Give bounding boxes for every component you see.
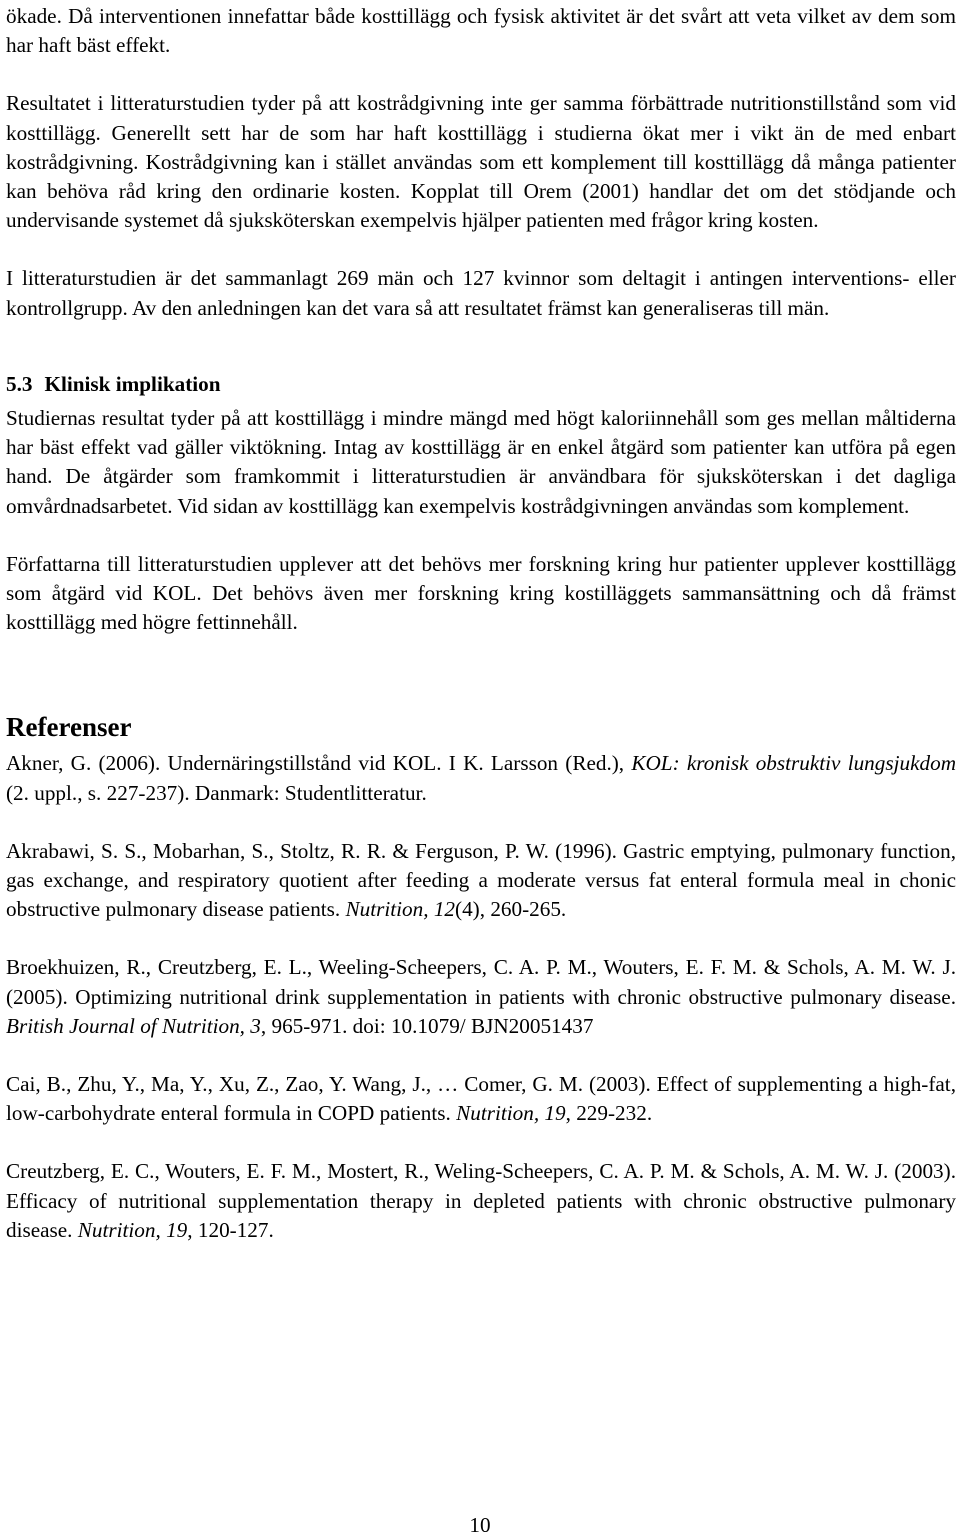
reference-source: British Journal of Nutrition, 3 — [6, 1013, 261, 1038]
section-title: Klinisk implikation — [44, 371, 221, 396]
document-page — [6, 0, 956, 1245]
reference-source: Nutrition, 12 — [345, 897, 456, 922]
reference-text: (2. uppl., s. 227-237). Danmark: Studentlitteratur. — [6, 780, 427, 805]
body-paragraph: Resultatet i litteraturstudien tyder på att kostrådgivning inte ger samma förbättrade nutritionstillstånd som vid kosttillägg. Generellt sett har de som har haft kosttillägg i studierna ökat mer i vikt än de med enbart kostrådgivning. Kostrådgivning kan i stället användas som ett komplement till kosttillägg då många patienter kan behöva råd kring den ordinarie kosten. Kopplat till Orem (2001) handlar det om det stödjande och undervisande systemet då sjuksköterskan exempelvis hjälper patienten med frågor kring kosten. — [6, 91, 956, 233]
reference-entry — [6, 1157, 956, 1245]
reference-entry — [6, 749, 956, 807]
references-heading: Referenser — [6, 712, 132, 743]
reference-text: , 965-971. doi: 10.1079/ BJN20051437 — [260, 1013, 594, 1038]
reference-text: , 120-127. — [187, 1217, 274, 1242]
reference-text: (4), 260-265. — [455, 897, 567, 922]
reference-entry — [6, 953, 956, 1041]
body-paragraph: I litteraturstudien är det sammanlagt 269 män och 127 kvinnor som deltagit i antingen interventions- eller kontrollgrupp. Av den anledningen kan det vara så att resultatet främst kan generaliseras till män. — [6, 266, 956, 320]
reference-text: Cai, B., Zhu, Y., Ma, Y., Xu, Z., Zao, Y. Wang, J., … Comer, G. M. (2003). Effect of supplementing a high-fat, low-carbohydrate enteral formula in COPD patients. — [6, 1072, 956, 1126]
reference-text: Akrabawi, S. S., Mobarhan, S., Stoltz, R. R. & Ferguson, P. W. (1996). Gastric emptying, pulmonary function, gas exchange, and respiratory quotient after feeding a moderate versus fat enteral formula meal in chonic obstructive pulmonary disease patients. — [6, 838, 956, 922]
reference-source: KOL: kronisk obstruktiv lungsjukdom — [631, 751, 956, 776]
reference-source: Nutrition, 19 — [456, 1101, 566, 1126]
section-paragraph: Författarna till litteraturstudien upplever att det behövs mer forskning kring hur patienter upplever kosttillägg som åtgärd vid KOL. Det behövs även mer forskning kring kostilläggets sammansättning och då främst kosttillägg med högre fettinnehåll. — [6, 551, 956, 635]
section-paragraph: Studiernas resultat tyder på att kosttillägg i mindre mängd med högt kaloriinnehåll som ges mellan måltiderna har bäst effekt vad gäller viktökning. Intag av kosttillägg är en enkel åtgärd som patienter kan utföra på egen hand. De åtgärder som framkommit i litteraturstudien är användbara för sjuksköterskan i det dagliga omvårdnadsarbetet. Vid sidan av kosttillägg kan exempelvis kostrådgivningen användas som komplement. — [6, 406, 956, 518]
reference-entry — [6, 837, 956, 925]
section-heading — [6, 370, 956, 399]
reference-entry — [6, 1070, 956, 1128]
section-number: 5.3 — [6, 371, 33, 396]
reference-text: Creutzberg, E. C., Wouters, E. F. M., Mostert, R., Weling-Scheepers, C. A. P. M. & Schols, A. M. W. J. (2003). Efficacy of nutritional supplementation therapy in depleted patients with chronic obstructive pulmonary disease. — [6, 1159, 956, 1242]
page-number: 10 — [469, 1513, 491, 1537]
body-paragraph: ökade. Då interventionen innefattar både kosttillägg och fysisk aktivitet är det svårt att veta vilket av dem som har haft bäst effekt. — [6, 4, 956, 58]
reference-text: , 229-232. — [565, 1101, 653, 1126]
reference-source: Nutrition, 19 — [77, 1217, 188, 1242]
reference-text: Broekhuizen, R., Creutzberg, E. L., Weeling-Scheepers, C. A. P. M., Wouters, E. F. M. & Schols, A. M. W. J. (2005). Optimizing nutritional drink supplementation in patients with chronic obstructive pulmonary disease. — [6, 955, 956, 1009]
reference-text: Akner, G. (2006). Undernäringstillstånd vid KOL. I K. Larsson (Red.), — [6, 751, 632, 776]
